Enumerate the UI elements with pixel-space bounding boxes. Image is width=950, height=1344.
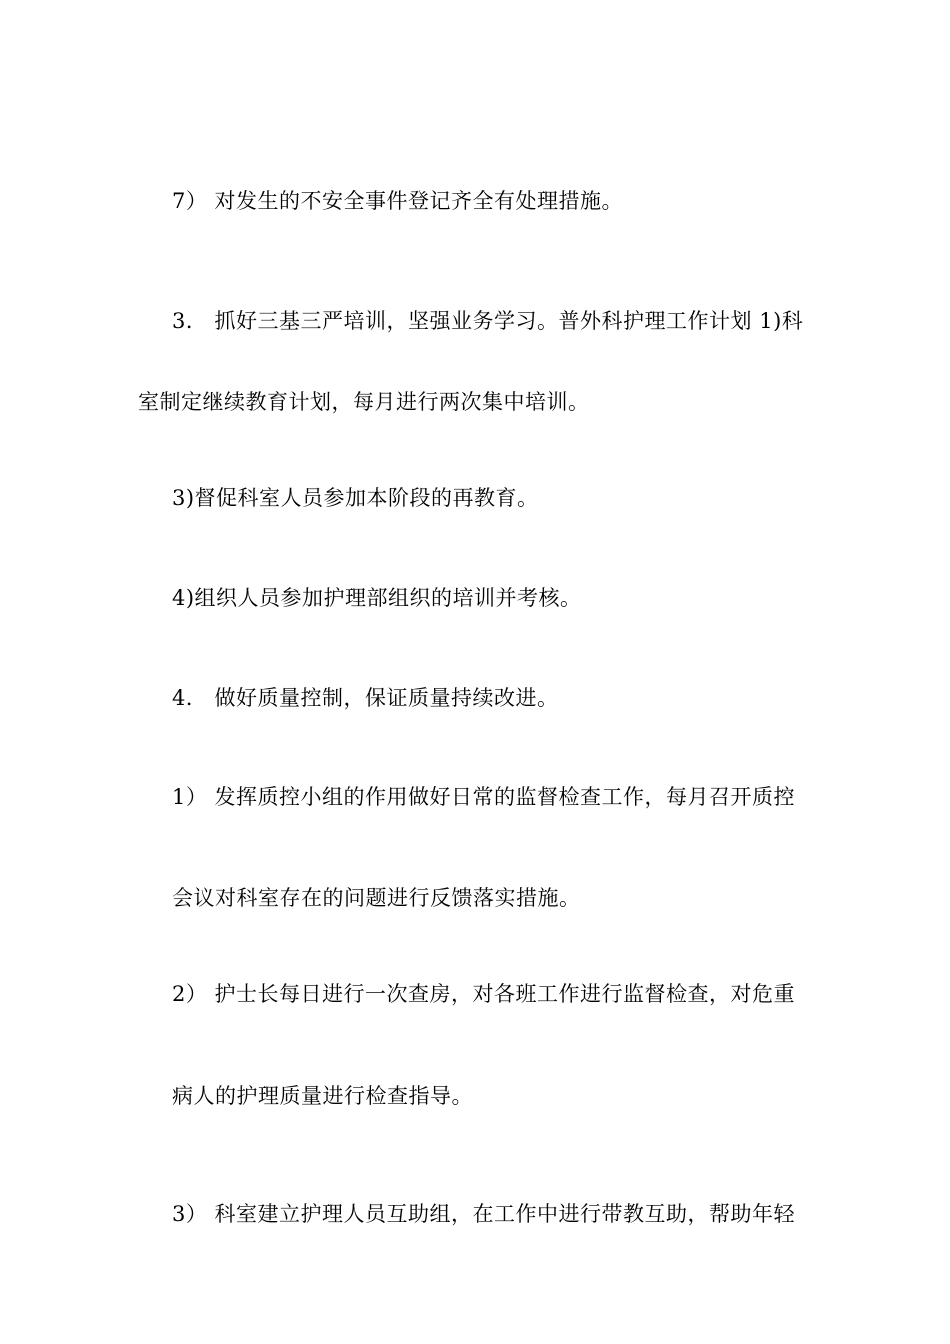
paragraph-line: 3） 科室建立护理人员互助组，在工作中进行带教互助，帮助年轻 bbox=[172, 1202, 796, 1226]
paragraph-line: 4． 做好质量控制，保证质量持续改进。 bbox=[172, 686, 559, 710]
paragraph-line: 室制定继续教育计划，每月进行两次集中培训。 bbox=[138, 390, 590, 414]
paragraph-line: 会议对科室存在的问题进行反馈落实措施。 bbox=[172, 886, 581, 910]
paragraph-line: 病人的护理质量进行检查指导。 bbox=[172, 1084, 473, 1108]
paragraph-line: 2） 护士长每日进行一次查房，对各班工作进行监督检查，对危重 bbox=[172, 982, 796, 1006]
paragraph-line: 3． 抓好三基三严培训，坚强业务学习。普外科护理工作计划 1)科 bbox=[172, 309, 804, 333]
paragraph-line: 1） 发挥质控小组的作用做好日常的监督检查工作，每月召开质控 bbox=[172, 785, 796, 809]
paragraph-line: 3)督促科室人员参加本阶段的再教育。 bbox=[172, 486, 539, 510]
paragraph-line: 7） 对发生的不安全事件登记齐全有处理措施。 bbox=[172, 189, 624, 213]
paragraph-line: 4)组织人员参加护理部组织的培训并考核。 bbox=[172, 586, 582, 610]
